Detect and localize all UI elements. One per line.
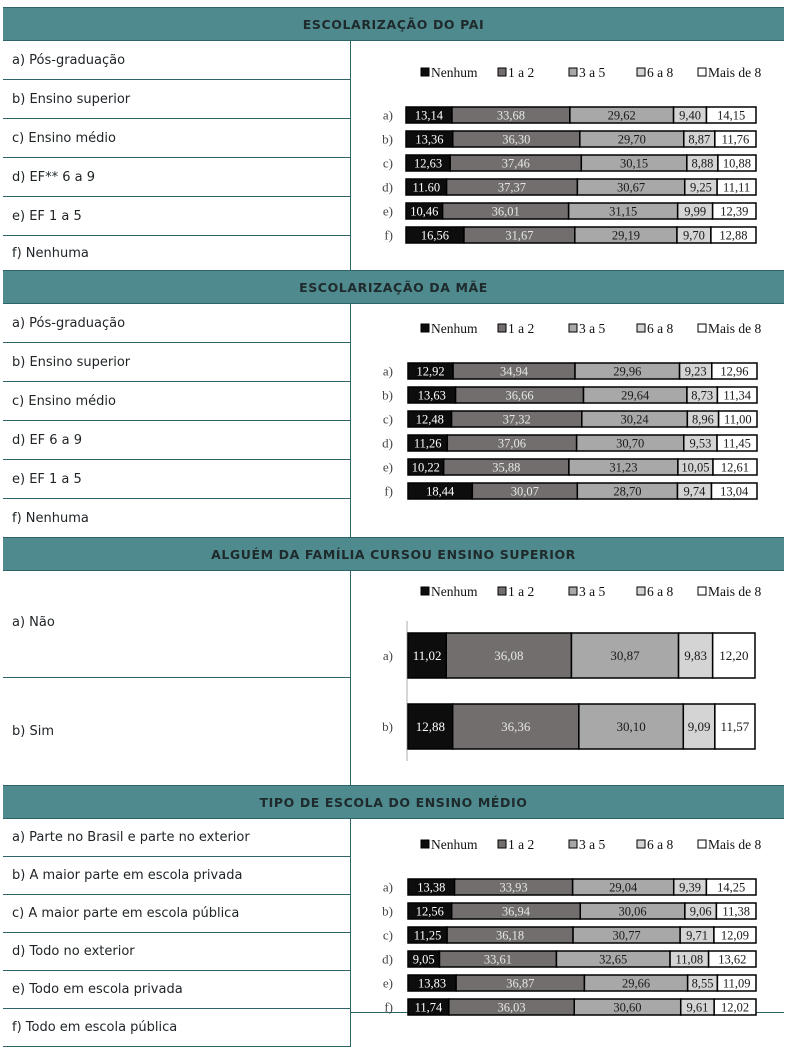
bar-value-label: 11,34: [723, 388, 752, 403]
bar-value-label: 12,61: [720, 460, 750, 475]
bar-row: [382, 387, 757, 403]
bar-value-label: 9,23: [684, 364, 707, 379]
bar-value-label: 37,46: [501, 156, 530, 171]
bar-value-label: 37,32: [502, 412, 531, 427]
row-label: b) A maior parte em escola privada: [3, 857, 350, 895]
bar-value-label: 12,63: [414, 156, 443, 171]
bar-value-label: 8,96: [692, 412, 714, 427]
legend-swatch: [637, 840, 645, 848]
bar-value-label: 36,01: [491, 204, 520, 219]
bar-value-label: 13,62: [718, 952, 747, 967]
legend-label: 1 a 2: [508, 584, 535, 599]
legend-swatch: [569, 587, 577, 595]
row-label: e) Todo em escola privada: [3, 971, 350, 1009]
bar-value-label: 13,83: [418, 976, 447, 991]
bar-value-label: 36,30: [502, 132, 531, 147]
bar-value-label: 9,09: [687, 719, 711, 734]
section-familia-ensino-superior: [3, 537, 784, 785]
bar-value-label: 11,25: [413, 928, 442, 943]
stacked-bar-chart-mae: [353, 304, 784, 537]
bar-row: [383, 203, 756, 219]
legend-swatch: [569, 840, 577, 848]
bar-value-label: 9,61: [686, 1000, 709, 1015]
row-label: a) Parte no Brasil e parte no exterior: [3, 819, 350, 857]
row-label: a) Pós-graduação: [3, 41, 350, 80]
bar-row: [382, 435, 757, 451]
bar-value-label: 36,87: [506, 976, 535, 991]
section-escolarizacao-pai: [3, 7, 784, 270]
legend-swatch: [698, 68, 706, 76]
legend-swatch: [498, 68, 506, 76]
row-label: a) Não: [3, 571, 350, 678]
bar-value-label: 36,18: [496, 928, 525, 943]
section-header: TIPO DE ESCOLA DO ENSINO MÉDIO: [3, 785, 784, 819]
chart-legend: [421, 65, 761, 80]
bar-value-label: 11,09: [722, 976, 751, 991]
bar-value-label: 14,25: [717, 880, 746, 895]
chart-svg: [353, 571, 784, 785]
bar-value-label: 11,26: [413, 436, 442, 451]
legend-label: Mais de 8: [708, 321, 762, 336]
bar-value-label: 14,15: [717, 108, 746, 123]
column-divider: [350, 41, 351, 270]
bar-value-label: 29,04: [609, 880, 638, 895]
row-label: f) Todo em escola pública: [3, 1009, 350, 1047]
bar-row: [383, 107, 756, 123]
bar-value-label: 29,19: [611, 228, 640, 243]
bar-value-label: 12,20: [719, 648, 749, 663]
bar-row: [384, 483, 757, 499]
bar-value-label: 30,70: [616, 436, 645, 451]
bar-value-label: 10,05: [681, 460, 710, 475]
legend-label: 3 a 5: [579, 65, 606, 80]
bar-value-label: 10,88: [722, 156, 752, 171]
legend-label: Mais de 8: [708, 584, 762, 599]
legend-swatch: [421, 324, 429, 332]
chart-svg: [353, 819, 784, 1047]
bar-value-label: 9,74: [683, 484, 706, 499]
bar-value-label: 13,38: [417, 880, 446, 895]
bar-value-label: 33,61: [483, 952, 513, 967]
bar-value-label: 36,36: [501, 719, 531, 734]
column-divider: [350, 571, 351, 785]
bar-value-label: 31,23: [609, 460, 638, 475]
bar-value-label: 37,37: [497, 180, 527, 195]
row-label: c) Ensino médio: [3, 119, 350, 158]
bar-row: [382, 179, 756, 195]
bar-value-label: 9,25: [689, 180, 712, 195]
bar-value-label: 29,66: [621, 976, 651, 991]
legend-swatch: [637, 68, 645, 76]
category-label: b): [382, 719, 393, 734]
bar-value-label: 12,88: [719, 228, 748, 243]
bar-row: [384, 999, 756, 1015]
row-label: b) Ensino superior: [3, 343, 350, 382]
legend-label: 6 a 8: [647, 584, 674, 599]
category-label: a): [382, 363, 393, 379]
legend-swatch: [498, 324, 506, 332]
legend-label: Mais de 8: [708, 837, 762, 852]
bar-value-label: 9,53: [689, 436, 712, 451]
bar-value-label: 11,76: [721, 132, 750, 147]
row-label: b) Sim: [12, 724, 54, 739]
bar-value-label: 9,83: [684, 648, 707, 663]
row-label: d) Todo no exterior: [3, 933, 350, 971]
chart-svg: [353, 304, 784, 537]
bar-value-label: 30,24: [620, 412, 649, 427]
bar-row: [383, 975, 756, 991]
bar-value-label: 8,73: [691, 388, 714, 403]
bar-value-label: 36,03: [497, 1000, 526, 1015]
bar-value-label: 11,74: [414, 1000, 443, 1015]
bar-value-label: 8,88: [691, 156, 714, 171]
row-label: c) A maior parte em escola pública: [3, 895, 350, 933]
bar-row: [384, 227, 756, 243]
bar-value-label: 33,93: [499, 880, 528, 895]
row-label: c) Ensino médio: [3, 382, 350, 421]
legend-swatch: [698, 587, 706, 595]
bar-value-label: 11,08: [675, 952, 704, 967]
legend-label: 6 a 8: [647, 65, 674, 80]
legend-label: 1 a 2: [508, 65, 535, 80]
legend-swatch: [569, 324, 577, 332]
bar-row: [383, 155, 756, 171]
bar-value-label: 9,05: [412, 952, 435, 967]
bar-row: [383, 411, 757, 427]
legend-swatch: [698, 324, 706, 332]
row-label: e) EF 1 a 5: [3, 197, 350, 236]
bar-row: [383, 879, 756, 895]
legend-label: 3 a 5: [579, 321, 606, 336]
bar-value-label: 28,70: [613, 484, 642, 499]
bar-value-label: 30,15: [620, 156, 649, 171]
category-label: d): [382, 951, 393, 967]
legend-label: 3 a 5: [579, 584, 606, 599]
bar-value-label: 18,44: [426, 484, 455, 499]
row-label: b) Ensino superior: [3, 80, 350, 119]
bar-value-label: 31,67: [505, 228, 534, 243]
chart-legend: [421, 584, 761, 599]
section-tipo-escola: [3, 785, 784, 1047]
bar-value-label: 9,40: [679, 108, 701, 123]
bar-value-label: 12,39: [720, 204, 749, 219]
bar-value-label: 31,15: [609, 204, 638, 219]
bar-value-label: 11.60: [412, 180, 441, 195]
category-label: e): [382, 203, 393, 219]
bar-value-label: 13,14: [414, 108, 444, 123]
category-label: a): [382, 648, 393, 663]
column-divider: [350, 304, 351, 537]
row-label: f) Nenhuma: [12, 245, 89, 261]
bar-value-label: 35,88: [492, 460, 521, 475]
category-label: f): [384, 483, 393, 499]
category-label: c): [382, 411, 393, 427]
bar-value-label: 36,08: [494, 648, 524, 663]
legend-label: 3 a 5: [579, 837, 606, 852]
bar-value-label: 37,06: [497, 436, 527, 451]
bar-row: [383, 633, 755, 678]
bar-value-label: 11,00: [723, 412, 752, 427]
bar-row: [383, 363, 757, 379]
section-header: ALGUÉM DA FAMÍLIA CURSOU ENSINO SUPERIOR: [3, 537, 784, 571]
bar-row: [382, 704, 755, 749]
row-label: d) EF** 6 a 9: [3, 158, 350, 197]
category-label: b): [382, 131, 393, 147]
bar-row: [383, 459, 757, 475]
bar-value-label: 30,87: [610, 648, 640, 663]
category-label: c): [382, 927, 393, 943]
legend-swatch: [569, 68, 577, 76]
bar-value-label: 9,99: [684, 204, 707, 219]
bar-value-label: 34,94: [499, 364, 529, 379]
bar-value-label: 33,68: [496, 108, 526, 123]
bar-row: [382, 131, 756, 147]
bar-value-label: 12,02: [721, 1000, 750, 1015]
category-label: e): [382, 975, 393, 991]
category-label: b): [382, 387, 393, 403]
bar-value-label: 8,87: [688, 132, 711, 147]
section-header: ESCOLARIZAÇÃO DO PAI: [3, 7, 784, 41]
bar-value-label: 11,57: [720, 719, 750, 734]
bar-value-label: 32,65: [599, 952, 628, 967]
bar-value-label: 13,63: [417, 388, 446, 403]
legend-label: 1 a 2: [508, 837, 535, 852]
bar-row: [382, 903, 756, 919]
legend-label: Nenhum: [431, 321, 478, 336]
bar-value-label: 9,39: [679, 880, 702, 895]
category-label: d): [382, 435, 393, 451]
bar-value-label: 10,22: [411, 460, 440, 475]
bar-value-label: 10,46: [410, 204, 439, 219]
bar-value-label: 11,11: [722, 180, 751, 195]
category-label: b): [382, 903, 393, 919]
category-label: c): [382, 155, 393, 171]
bar-value-label: 9,70: [683, 228, 705, 243]
chart-svg: [353, 41, 784, 270]
bar-value-label: 30,06: [618, 904, 647, 919]
legend-label: Nenhum: [431, 65, 478, 80]
bar-value-label: 30,77: [612, 928, 641, 943]
legend-label: Nenhum: [431, 584, 478, 599]
bar-value-label: 29,62: [607, 108, 636, 123]
bar-value-label: 30,67: [617, 180, 646, 195]
stacked-bar-chart-pai: [353, 41, 784, 270]
bar-value-label: 12,56: [415, 904, 444, 919]
legend-swatch: [421, 840, 429, 848]
category-label: f): [384, 999, 393, 1015]
bar-value-label: 30,07: [510, 484, 539, 499]
bar-value-label: 16,56: [420, 228, 450, 243]
bar-value-label: 12,48: [415, 412, 444, 427]
row-label: d) EF 6 a 9: [3, 421, 350, 460]
section-header: ESCOLARIZAÇÃO DA MÃE: [3, 270, 784, 304]
legend-swatch: [637, 587, 645, 595]
row-label: e) EF 1 a 5: [3, 460, 350, 499]
legend-label: Nenhum: [431, 837, 478, 852]
category-label: e): [382, 459, 393, 475]
bar-value-label: 9,71: [686, 928, 708, 943]
category-label: f): [384, 227, 393, 243]
stacked-bar-chart-familia: [353, 571, 784, 785]
bar-value-label: 11,38: [722, 904, 751, 919]
legend-label: 6 a 8: [647, 837, 674, 852]
chart-legend: [421, 321, 761, 336]
bar-value-label: 12,96: [720, 364, 749, 379]
category-label: d): [382, 179, 393, 195]
legend-swatch: [498, 587, 506, 595]
bar-value-label: 13,04: [720, 484, 749, 499]
section-escolarizacao-mae: [3, 270, 784, 537]
bar-value-label: 30,10: [616, 719, 646, 734]
bar-value-label: 13,36: [415, 132, 444, 147]
legend-swatch: [637, 324, 645, 332]
row-label: f) Nenhuma: [12, 510, 89, 526]
row-label: a) Pós-graduação: [3, 304, 350, 343]
bar-row: [383, 927, 756, 943]
bar-value-label: 30,60: [613, 1000, 642, 1015]
chart-legend: [421, 837, 761, 852]
bar-value-label: 12,09: [720, 928, 750, 943]
category-label: a): [382, 879, 393, 895]
legend-swatch: [498, 840, 506, 848]
legend-label: Mais de 8: [708, 65, 762, 80]
stacked-bar-chart-tipo-escola: [353, 819, 784, 1047]
legend-swatch: [421, 68, 429, 76]
legend-label: 6 a 8: [647, 321, 674, 336]
bar-value-label: 8,55: [691, 976, 714, 991]
bar-value-label: 36,66: [505, 388, 534, 403]
bar-value-label: 36,94: [501, 904, 531, 919]
bar-value-label: 12,88: [415, 719, 445, 734]
bar-row: [382, 951, 756, 967]
bar-value-label: 29,64: [621, 388, 650, 403]
bar-value-label: 29,96: [613, 364, 642, 379]
legend-swatch: [421, 587, 429, 595]
bar-value-label: 29,70: [617, 132, 646, 147]
bar-value-label: 11,45: [723, 436, 751, 451]
bar-value-label: 11,02: [412, 648, 442, 663]
legend-swatch: [698, 840, 706, 848]
legend-label: 1 a 2: [508, 321, 535, 336]
category-label: a): [382, 107, 393, 123]
bar-value-label: 12,92: [416, 364, 445, 379]
bar-value-label: 9,06: [689, 904, 712, 919]
